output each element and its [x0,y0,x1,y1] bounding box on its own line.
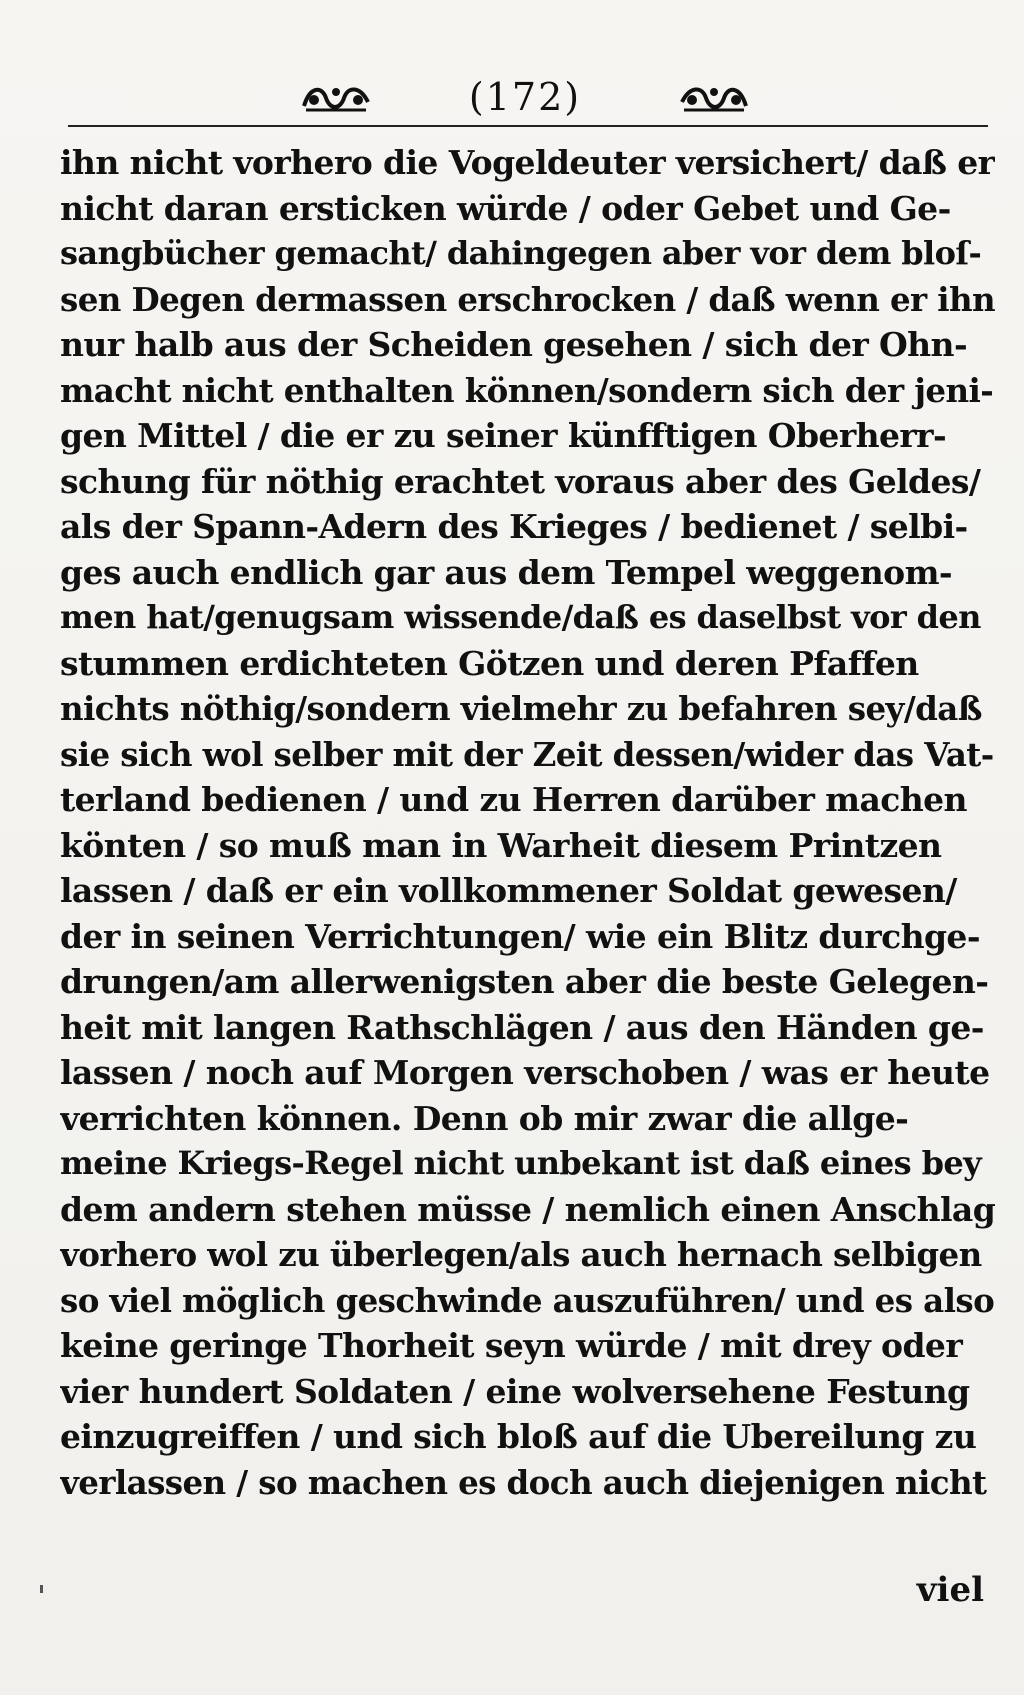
text-line: als der Spann-Adern des Krieges / bedienet / selbi- [60,507,968,546]
text-line: könten / so muß man in Warheit diesem Printzen [60,825,942,865]
text-line: so viel möglich geschwinde auszuführen/ und es also [60,1280,995,1320]
page-number: (172) [468,75,582,119]
text-line: meine Kriegs-Regel nicht unbekant ist daß eines bey [60,1144,982,1182]
text-line: terland bedienen / und zu Herren darüber machen [60,780,967,819]
text-line: drungen/am allerwenigsten aber die beste Gelegen- [60,962,989,1001]
text-line: ihn nicht vorhero die Vogeldeuter versichert/ daß er [60,143,995,182]
text-line: men hat/genugsam wissende/daß es daselbst vor den [60,598,981,636]
text-line: nichts nöthig/sondern vielmehr zu befahren sey/daß [60,689,982,728]
header-rule [68,125,988,127]
text-line: lassen / daß er ein vollkommener Soldat gewesen/ [60,871,957,910]
ornament-left-icon [300,78,372,116]
text-line: vorhero wol zu überlegen/als auch hernach selbigen [60,1235,982,1274]
text-line: verlassen / so machen es doch auch diejenigen nicht [60,1462,987,1502]
text-line: stummen erdichteten Götzen und deren Pfaffen [60,643,919,683]
text-line: dem andern stehen müsse / nemlich einen Anschlag [60,1189,995,1229]
text-line: macht nicht enthalten können/sondern sich der jeni- [60,370,994,410]
body-text [60,140,995,1620]
catchword: viel [916,1570,984,1610]
paper-speck [40,1585,43,1593]
text-line: sangbücher gemacht/ dahingegen aber vor dem bloſ- [60,234,982,272]
text-line: nur halb aus der Scheiden gesehen / sich der Ohn- [60,325,968,364]
text-line: heit mit langen Rathschlägen / aus den Händen ge- [60,1007,984,1047]
text-line: sie sich wol selber mit der Zeit dessen/wider das Vat- [60,734,994,774]
text-line: schung für nöthig erachtet voraus aber des Geldes/ [60,461,981,501]
page-header [300,72,750,122]
text-line: gen Mittel / die er zu seiner künfftigen Oberherr- [60,416,947,455]
text-line: nicht daran ersticken würde / oder Gebet und Ge- [60,188,951,228]
text-line: lassen / noch auf Morgen verschoben / was er heute [60,1053,990,1092]
text-line: verrichten können. Denn ob mir zwar die allge- [60,1098,909,1138]
text-line: einzugreiffen / und sich bloß auf die Ubereilung zu [60,1417,977,1456]
text-line: vier hundert Soldaten / eine wolversehene Festung [60,1371,970,1411]
text-line: keine geringe Thorheit seyn würde / mit drey oder [60,1326,963,1365]
text-line: sen Degen dermassen erschrocken / daß wenn er ihn [60,279,995,319]
text-line: ges auch endlich gar aus dem Tempel weggenom- [60,552,952,592]
ornament-right-icon [678,78,750,116]
text-line: der in seinen Verrichtungen/ wie ein Blitz durchge- [60,916,980,956]
